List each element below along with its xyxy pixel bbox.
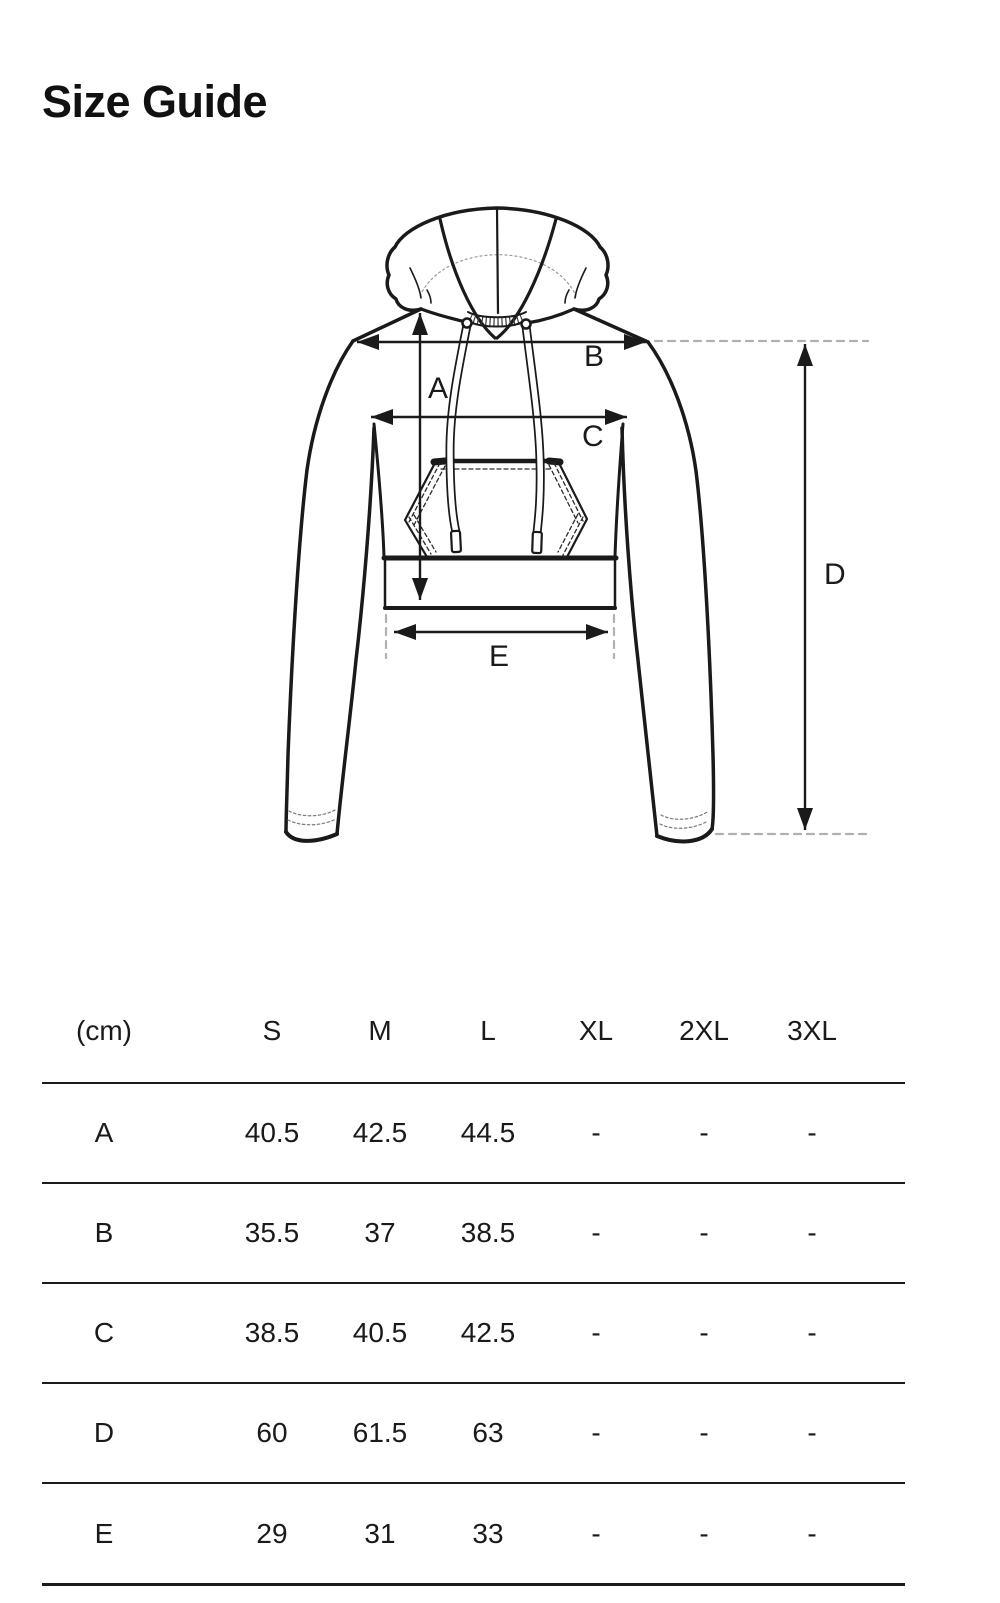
cell: - bbox=[650, 1383, 758, 1483]
right-sleeve bbox=[622, 342, 714, 841]
col-header-2xl: 2XL bbox=[650, 980, 758, 1083]
cell: - bbox=[542, 1483, 650, 1585]
col-header-s: S bbox=[218, 980, 326, 1083]
drawcord-aglet-right bbox=[532, 532, 542, 553]
cell: - bbox=[542, 1383, 650, 1483]
cell: 35.5 bbox=[218, 1183, 326, 1283]
row-label: D bbox=[42, 1383, 166, 1483]
right-cuff-stitch bbox=[660, 812, 708, 828]
grommet-left bbox=[463, 319, 472, 328]
table-row-d bbox=[42, 1383, 905, 1483]
drawcord-aglet-left bbox=[451, 531, 461, 552]
shoulder-seam-right bbox=[574, 309, 648, 342]
cell: 61.5 bbox=[326, 1383, 434, 1483]
row-label: E bbox=[42, 1483, 166, 1585]
kangaroo-pocket bbox=[405, 461, 587, 557]
cell: 37 bbox=[326, 1183, 434, 1283]
cell: 38.5 bbox=[434, 1183, 542, 1283]
cell: 38.5 bbox=[218, 1283, 326, 1383]
cell: - bbox=[650, 1283, 758, 1383]
measure-label-a: A bbox=[428, 372, 449, 405]
measure-label-d: D bbox=[824, 558, 846, 591]
cell: - bbox=[542, 1083, 650, 1183]
cell: - bbox=[758, 1083, 866, 1183]
cell: 44.5 bbox=[434, 1083, 542, 1183]
table-row-a bbox=[42, 1083, 905, 1183]
cell: 31 bbox=[326, 1483, 434, 1585]
cell: - bbox=[758, 1183, 866, 1283]
col-header-l: L bbox=[434, 980, 542, 1083]
col-header-m: M bbox=[326, 980, 434, 1083]
pocket-stitching bbox=[409, 463, 583, 555]
left-cuff-stitch bbox=[288, 810, 336, 825]
cell: 42.5 bbox=[434, 1283, 542, 1383]
grommet-right bbox=[522, 320, 531, 329]
measure-label-e: E bbox=[489, 640, 510, 673]
drawcords bbox=[450, 319, 542, 554]
table-row-e bbox=[42, 1483, 905, 1585]
cell: - bbox=[542, 1183, 650, 1283]
row-label: A bbox=[42, 1083, 166, 1183]
cell: 33 bbox=[434, 1483, 542, 1585]
measure-label-b: B bbox=[584, 340, 605, 373]
cell: 42.5 bbox=[326, 1083, 434, 1183]
cell: 63 bbox=[434, 1383, 542, 1483]
unit-label: (cm) bbox=[42, 980, 166, 1083]
table-row-c bbox=[42, 1283, 905, 1383]
measure-label-c: C bbox=[582, 420, 604, 453]
cell: - bbox=[650, 1083, 758, 1183]
measurement-labels bbox=[428, 340, 846, 673]
row-label: B bbox=[42, 1183, 166, 1283]
cell: 60 bbox=[218, 1383, 326, 1483]
cell: 40.5 bbox=[326, 1283, 434, 1383]
table-header-row bbox=[42, 980, 905, 1083]
table-row-b bbox=[42, 1183, 905, 1283]
cell: 29 bbox=[218, 1483, 326, 1585]
left-sleeve bbox=[286, 341, 374, 841]
shoulder-seam-left bbox=[353, 309, 421, 341]
cell: - bbox=[650, 1483, 758, 1585]
cell: - bbox=[758, 1283, 866, 1383]
col-header-3xl: 3XL bbox=[758, 980, 866, 1083]
cell: 40.5 bbox=[218, 1083, 326, 1183]
cell: - bbox=[650, 1183, 758, 1283]
cell: - bbox=[758, 1383, 866, 1483]
col-header-xl: XL bbox=[542, 980, 650, 1083]
hood-center-seam bbox=[497, 208, 498, 313]
row-label: C bbox=[42, 1283, 166, 1383]
page-title: Size Guide bbox=[42, 76, 268, 127]
size-table bbox=[42, 980, 905, 1586]
cell: - bbox=[542, 1283, 650, 1383]
cell: - bbox=[758, 1483, 866, 1585]
